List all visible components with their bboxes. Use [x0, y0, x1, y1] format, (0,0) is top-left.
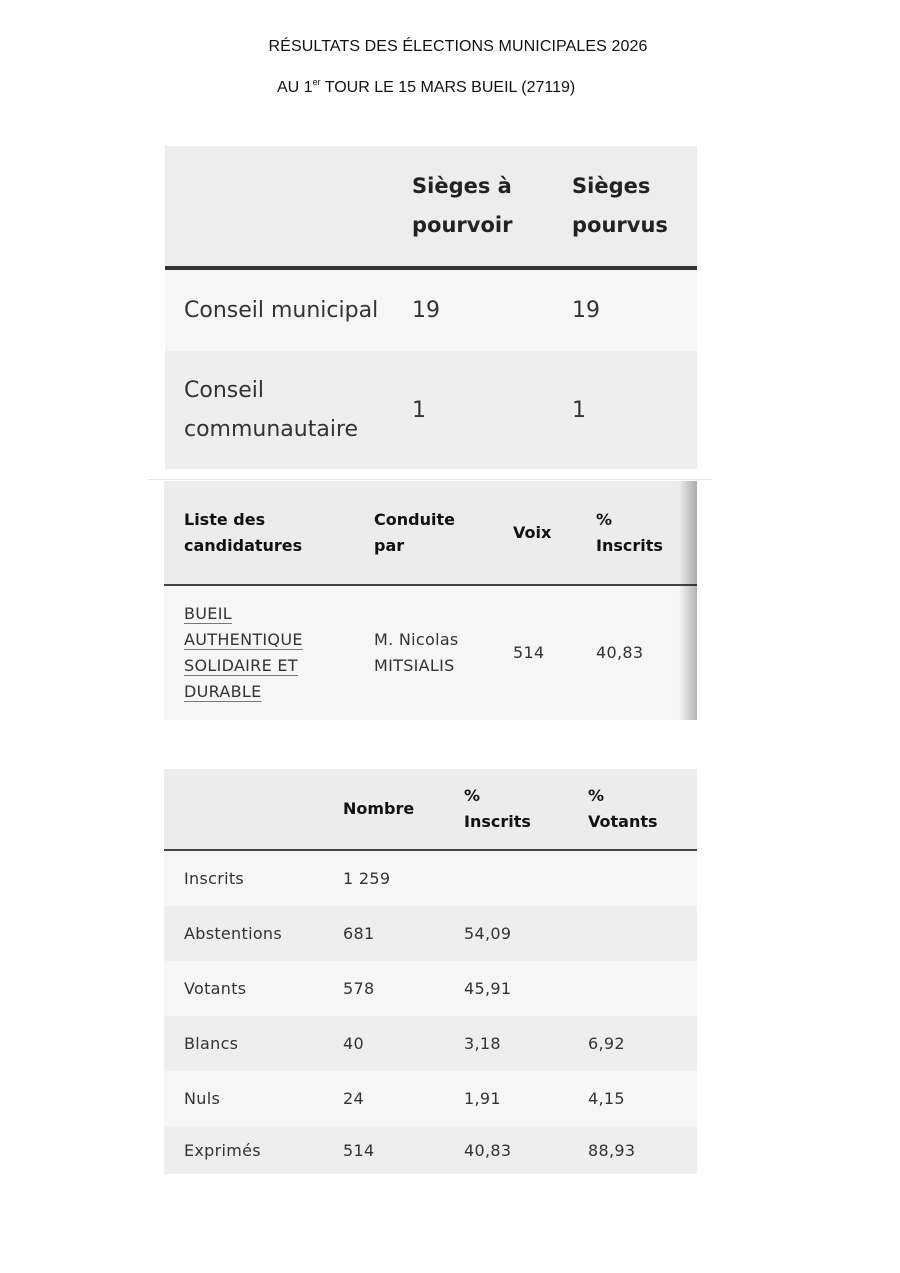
column-header-inscrits: % Inscrits	[596, 481, 697, 585]
row-label: Nuls	[164, 1071, 343, 1126]
cell-value	[464, 850, 588, 906]
cell-value: 1,91	[464, 1071, 588, 1126]
table-row	[164, 1071, 697, 1126]
cell-value: 40,83	[464, 1126, 588, 1174]
table-header-row	[164, 769, 697, 850]
cell-value: 24	[343, 1071, 464, 1126]
leader-cell: M. Nicolas MITSIALIS	[374, 629, 459, 675]
row-label: Votants	[164, 961, 343, 1016]
cell-value: 88,93	[588, 1126, 697, 1174]
divider	[148, 479, 712, 480]
row-label: Abstentions	[164, 906, 343, 961]
inscrits-cell: 40,83	[596, 642, 644, 662]
page-title: RÉSULTATS DES ÉLECTIONS MUNICIPALES 2026	[268, 38, 648, 55]
cell-value: 3,18	[464, 1016, 588, 1071]
row-label: Exprimés	[164, 1126, 343, 1174]
table-row	[164, 906, 697, 961]
sieges-table	[165, 146, 697, 469]
row-label: Conseil communautaire	[165, 351, 412, 469]
cell-value: 1 259	[343, 850, 464, 906]
subtitle-superscript: er	[312, 77, 321, 87]
cell-value: 1	[412, 351, 572, 469]
table-row	[164, 1016, 697, 1071]
cell-value: 4,15	[588, 1071, 697, 1126]
column-header-inscrits: % Inscrits	[464, 769, 588, 850]
column-header-sieges-a-pourvoir: Sièges à pourvoir	[412, 146, 572, 268]
table-row	[164, 1126, 697, 1174]
table-row	[164, 585, 697, 719]
subtitle-rest: TOUR LE 15 MARS BUEIL (27119)	[320, 79, 576, 96]
cell-value: 19	[412, 268, 572, 351]
list-link[interactable]: BUEIL AUTHENTIQUE SOLIDAIRE ET DURABLE	[184, 603, 303, 701]
column-header-conduite: Conduite par	[374, 481, 513, 585]
cell-value: 45,91	[464, 961, 588, 1016]
cell-value	[588, 961, 697, 1016]
cell-value: 6,92	[588, 1016, 697, 1071]
cell-value: 54,09	[464, 906, 588, 961]
cell-value: 40	[343, 1016, 464, 1071]
table-row	[164, 961, 697, 1016]
column-header-liste: Liste des candidatures	[164, 481, 374, 585]
voix-cell: 514	[513, 642, 545, 662]
column-header-voix: Voix	[513, 481, 596, 585]
list-name-cell	[164, 585, 374, 719]
row-label: Conseil municipal	[165, 268, 412, 351]
cell-value: 578	[343, 961, 464, 1016]
cell-value: 681	[343, 906, 464, 961]
cell-value: 514	[343, 1126, 464, 1174]
cell-value	[588, 850, 697, 906]
table-row	[165, 268, 697, 351]
cell-value: 1	[572, 351, 697, 469]
table-header-row	[164, 481, 697, 585]
row-label: Blancs	[164, 1016, 343, 1071]
scroll-shadow	[679, 481, 697, 720]
column-header	[164, 769, 343, 850]
column-header-votants: % Votants	[588, 769, 697, 850]
subtitle-prefix: AU 1	[277, 79, 313, 96]
participation-table	[164, 769, 697, 1174]
candidatures-table	[164, 481, 697, 719]
table-row	[164, 850, 697, 906]
column-header	[165, 146, 412, 268]
row-label: Inscrits	[164, 850, 343, 906]
cell-value	[588, 906, 697, 961]
candidatures-table-wrapper[interactable]	[164, 481, 697, 720]
table-header-row	[165, 146, 697, 268]
column-header-nombre: Nombre	[343, 769, 464, 850]
page-subtitle	[277, 77, 575, 97]
cell-value: 19	[572, 268, 697, 351]
column-header-sieges-pourvus: Sièges pourvus	[572, 146, 697, 268]
table-row	[165, 351, 697, 469]
